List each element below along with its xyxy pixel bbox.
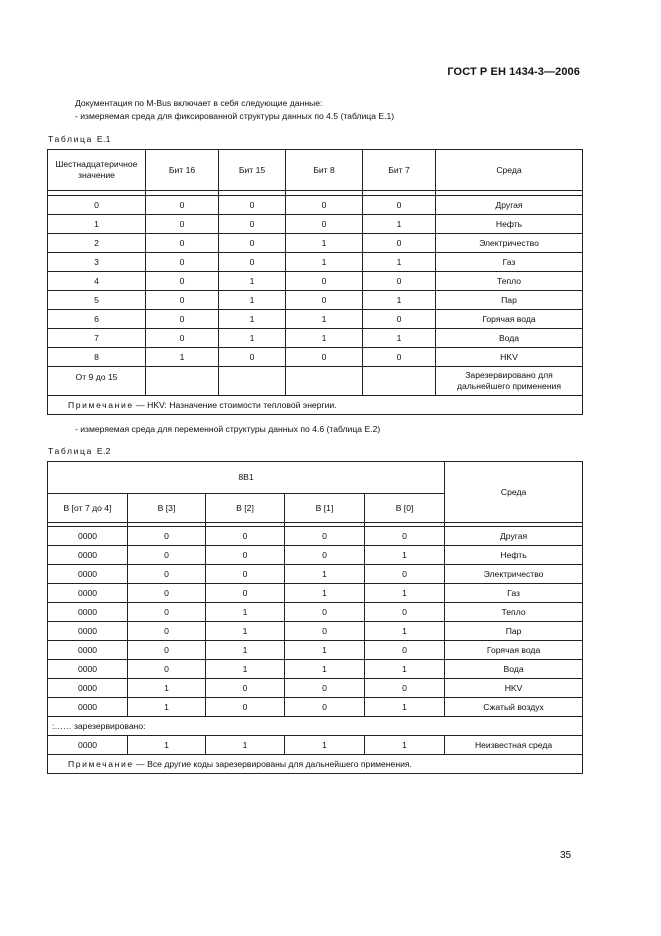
table-cell: 0: [363, 196, 436, 215]
table-cell: 0000: [48, 584, 128, 603]
intro-line: Документация по M-Bus включает в себя следующие данные:: [75, 98, 323, 108]
table-row: [48, 736, 583, 755]
table-cell: 1: [285, 584, 365, 603]
table-header-row: [48, 462, 583, 494]
table-cell: 0: [363, 310, 436, 329]
table-caption: [48, 134, 111, 144]
table-cell: Другая: [436, 196, 583, 215]
table-row: [48, 698, 583, 717]
table-e2: [47, 461, 583, 774]
table-cell: 1: [286, 234, 363, 253]
table-cell: Сжатый воздух: [445, 698, 583, 717]
header-bit8: Бит 8: [286, 150, 363, 191]
table-row: [48, 565, 583, 584]
table-cell: 1: [365, 546, 445, 565]
table-cell: От 9 до 15: [48, 367, 146, 396]
table-row: [48, 329, 583, 348]
table-cell: 1: [285, 660, 365, 679]
table-cell: 0000: [48, 660, 128, 679]
table-cell: 0: [146, 234, 219, 253]
table-cell: Газ: [436, 253, 583, 272]
table-note-row: [48, 755, 583, 774]
table-cell: Нефть: [445, 546, 583, 565]
table-cell: 0: [286, 291, 363, 310]
table-row: [48, 527, 583, 546]
table-header-row: [48, 150, 583, 191]
table-cell: 1: [286, 329, 363, 348]
table-cell: Газ: [445, 584, 583, 603]
table-row: [48, 291, 583, 310]
table-cell: 0: [365, 527, 445, 546]
table-note: [48, 396, 583, 415]
table-cell: Тепло: [445, 603, 583, 622]
table-cell: 0: [128, 660, 206, 679]
table-row: [48, 603, 583, 622]
table-caption-word: Таблица: [48, 134, 93, 144]
table-cell: 2: [48, 234, 146, 253]
table-cell: Тепло: [436, 272, 583, 291]
table-row: [48, 310, 583, 329]
table-cell: 0: [206, 584, 285, 603]
table-cell: Другая: [445, 527, 583, 546]
table-caption-number: Е.2: [96, 446, 111, 456]
header-b7-4: В [от 7 до 4]: [48, 494, 128, 523]
table-cell: 0: [219, 234, 286, 253]
table-cell: 0000: [48, 527, 128, 546]
table-cell: 0: [146, 253, 219, 272]
table-cell: Пар: [445, 622, 583, 641]
table-cell: 1: [206, 660, 285, 679]
table-cell: 1: [219, 291, 286, 310]
table-cell: 0: [206, 698, 285, 717]
table-cell: 1: [48, 215, 146, 234]
table-cell: 1: [365, 622, 445, 641]
table-caption-word: Таблица: [48, 446, 93, 456]
table-cell: 0: [146, 329, 219, 348]
table-cell: 0: [219, 253, 286, 272]
table-cell: Пар: [436, 291, 583, 310]
header-b1: В [1]: [285, 494, 365, 523]
table-cell: 1: [206, 641, 285, 660]
table-cell: 1: [285, 736, 365, 755]
document-header: ГОСТ Р ЕН 1434-3—2006: [447, 66, 580, 78]
table-cell: 0: [206, 527, 285, 546]
table-cell: Вода: [445, 660, 583, 679]
table-cell: HKV: [445, 679, 583, 698]
table-row: [48, 622, 583, 641]
header-bit7: Бит 7: [363, 150, 436, 191]
table-cell: [146, 367, 219, 396]
table-cell: 0: [128, 565, 206, 584]
table-cell: 0: [206, 679, 285, 698]
table-row: [48, 546, 583, 565]
table-cell: 7: [48, 329, 146, 348]
note-text: — Все другие коды зарезервированы для дальнейшего применения.: [133, 758, 412, 769]
table-cell: Вода: [436, 329, 583, 348]
note-label: Примечание: [68, 399, 134, 410]
table-cell: 1: [219, 310, 286, 329]
table-cell: 6: [48, 310, 146, 329]
reserved-label: :…… зарезервировано:: [48, 717, 583, 736]
table-cell: 0: [286, 196, 363, 215]
table-cell: 1: [285, 565, 365, 584]
table-row-reserved: [48, 717, 583, 736]
table-cell: 3: [48, 253, 146, 272]
table-cell: [219, 367, 286, 396]
table-cell: 1: [219, 329, 286, 348]
header-bit15: Бит 15: [219, 150, 286, 191]
table-cell: Зарезервировано для дальнейшего применения: [436, 367, 583, 396]
header-hex-value: Шестнадцатеричное значение: [48, 150, 146, 191]
header-8b1: 8В1: [48, 462, 445, 494]
table-cell: 8: [48, 348, 146, 367]
table-cell: 0000: [48, 736, 128, 755]
table-cell: 0: [146, 310, 219, 329]
table-cell: 0000: [48, 603, 128, 622]
header-b3: В [3]: [128, 494, 206, 523]
table-cell: 1: [128, 698, 206, 717]
table-cell: 0: [285, 603, 365, 622]
table-cell: 0: [146, 215, 219, 234]
table-cell: 1: [363, 253, 436, 272]
table-cell: 0: [128, 546, 206, 565]
table-cell: Электричество: [445, 565, 583, 584]
note-label: Примечание: [68, 758, 134, 769]
table-cell: 1: [128, 679, 206, 698]
table-cell: 1: [206, 622, 285, 641]
table-cell: 0: [365, 603, 445, 622]
table-row: [48, 660, 583, 679]
table-cell: 0: [128, 584, 206, 603]
table-cell: 0: [128, 603, 206, 622]
table-e1: [47, 149, 583, 415]
table-row: [48, 196, 583, 215]
table-cell: [286, 367, 363, 396]
table-row-reserved: [48, 367, 583, 396]
table-cell: 0: [219, 348, 286, 367]
table-cell: 1: [365, 736, 445, 755]
table-cell: 0000: [48, 622, 128, 641]
header-bit16: Бит 16: [146, 150, 219, 191]
table-cell: Нефть: [436, 215, 583, 234]
table-cell: 0: [286, 215, 363, 234]
table-cell: 0: [206, 546, 285, 565]
table-cell: 1: [365, 698, 445, 717]
table-row: [48, 234, 583, 253]
table-row: [48, 679, 583, 698]
table-cell: 5: [48, 291, 146, 310]
table-cell: 0: [285, 698, 365, 717]
table-cell: Горячая вода: [445, 641, 583, 660]
header-medium: Среда: [436, 150, 583, 191]
table-row: [48, 272, 583, 291]
table-row: [48, 641, 583, 660]
table-cell: 0: [363, 348, 436, 367]
table-cell: 1: [146, 348, 219, 367]
note-text: — HKV: Назначение стоимости тепловой энергии.: [133, 399, 337, 410]
table-cell: 0: [219, 215, 286, 234]
table-cell: 0: [285, 546, 365, 565]
table-cell: 0: [365, 641, 445, 660]
list-item-fixed-structure: - измеряемая среда для фиксированной структуры данных по 4.5 (таблица Е.1): [75, 111, 395, 121]
table-cell: Электричество: [436, 234, 583, 253]
table-cell: 1: [285, 641, 365, 660]
list-item-variable-structure: - измеряемая среда для переменной структуры данных по 4.6 (таблица Е.2): [75, 424, 381, 434]
table-caption: [48, 446, 111, 456]
table-cell: 1: [286, 310, 363, 329]
table-note-row: [48, 396, 583, 415]
table-cell: 1: [363, 215, 436, 234]
table-cell: 1: [286, 253, 363, 272]
table-cell: 0: [206, 565, 285, 584]
table-cell: Неизвестная среда: [445, 736, 583, 755]
table-note: [48, 755, 583, 774]
table-cell: 0: [146, 291, 219, 310]
table-cell: 0: [128, 527, 206, 546]
header-medium: Среда: [445, 462, 583, 523]
table-row: [48, 253, 583, 272]
header-b0: В [0]: [365, 494, 445, 523]
table-cell: 1: [219, 272, 286, 291]
table-cell: 1: [128, 736, 206, 755]
table-cell: 0000: [48, 546, 128, 565]
table-row: [48, 215, 583, 234]
table-cell: 1: [206, 603, 285, 622]
table-cell: 0: [285, 622, 365, 641]
table-row: [48, 348, 583, 367]
table-cell: 0: [146, 196, 219, 215]
table-cell: 0: [363, 234, 436, 253]
table-cell: 0: [146, 272, 219, 291]
table-cell: 0: [286, 272, 363, 291]
table-cell: Горячая вода: [436, 310, 583, 329]
table-cell: 0000: [48, 698, 128, 717]
table-cell: 0000: [48, 679, 128, 698]
table-cell: 1: [365, 584, 445, 603]
table-cell: [363, 367, 436, 396]
table-cell: 1: [206, 736, 285, 755]
table-cell: 0: [286, 348, 363, 367]
table-cell: 0000: [48, 565, 128, 584]
table-cell: 0000: [48, 641, 128, 660]
table-cell: 0: [285, 679, 365, 698]
table-cell: 1: [363, 329, 436, 348]
table-cell: 1: [363, 291, 436, 310]
table-cell: 0: [128, 641, 206, 660]
page-number: 35: [560, 850, 572, 861]
table-cell: 0: [285, 527, 365, 546]
table-cell: 0: [128, 622, 206, 641]
header-b2: В [2]: [206, 494, 285, 523]
table-cell: HKV: [436, 348, 583, 367]
table-cell: 0: [365, 565, 445, 584]
table-cell: 1: [365, 660, 445, 679]
table-cell: 4: [48, 272, 146, 291]
table-cell: 0: [48, 196, 146, 215]
table-cell: 0: [219, 196, 286, 215]
table-cell: 0: [363, 272, 436, 291]
table-row: [48, 584, 583, 603]
table-cell: 0: [365, 679, 445, 698]
table-caption-number: Е.1: [96, 134, 111, 144]
